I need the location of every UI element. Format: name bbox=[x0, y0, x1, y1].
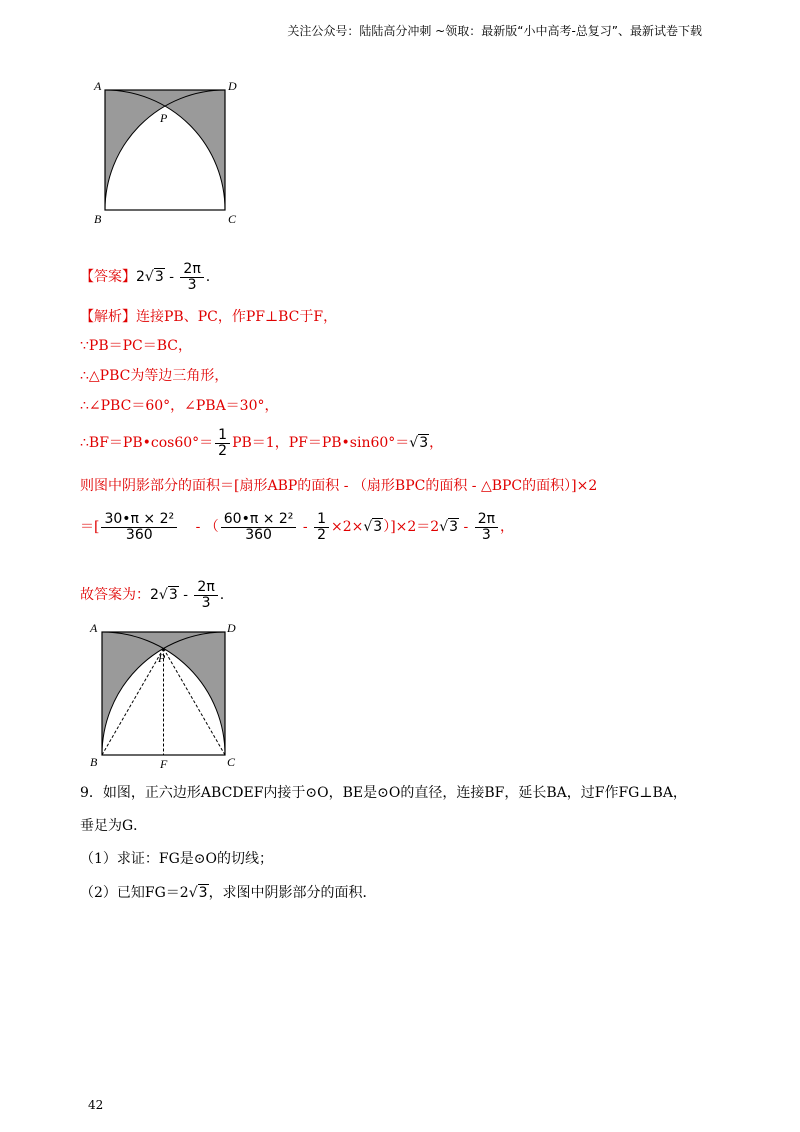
label-B: B bbox=[90, 755, 98, 769]
label-C: C bbox=[227, 755, 236, 769]
analysis-line-3: ∴△PBC为等边三角形， bbox=[80, 368, 229, 384]
analysis-line-7: ＝[ $\frac{\text{30•π × 2²}}{360}$ - （ $\frac{\text{60•π × 2²}}{360}$ - $\frac{1}{2}$ ×2×√3）]×2＝2√3 - $\frac{2\pi}{3}$ ， bbox=[80, 511, 515, 543]
label-A: A bbox=[94, 79, 102, 93]
page-header: 关注公众号：陆陆高分冲刺 ~领取：最新版“小中高考-总复习”、最新试卷下载 bbox=[287, 24, 702, 38]
question-9-stem-1: 9．如图，正六边形ABCDEF内接于⊙O，BE是⊙O的直径，连接BF，延长BA，过F作FG⊥BA， bbox=[80, 785, 687, 801]
analysis-line-1: 【解析】连接PB、PC，作PF⊥BC于F， bbox=[80, 309, 338, 325]
analysis-line-8: 故答案为：2√3 - $\frac{2\pi}{3}$ . bbox=[80, 579, 225, 611]
label-D: D bbox=[228, 79, 237, 93]
label-P: P bbox=[160, 111, 168, 125]
label-D: D bbox=[227, 621, 236, 635]
label-P: P bbox=[158, 651, 166, 665]
question-9-stem-2: 垂足为G． bbox=[80, 818, 148, 834]
label-A: A bbox=[90, 621, 98, 635]
label-B: B bbox=[94, 212, 102, 226]
analysis-line-6: 则图中阴影部分的面积＝[扇形ABP的面积 - （扇形BPC的面积 - △BPC的面积）]×2 bbox=[80, 478, 598, 494]
answer-tag: 【答案】 bbox=[80, 269, 136, 286]
analysis-line-4: ∴∠PBC＝60°，∠PBA＝30°， bbox=[80, 398, 279, 414]
page-number: 42 bbox=[88, 1098, 104, 1112]
question-9-part-1: （1）求证：FG是⊙O的切线； bbox=[80, 851, 274, 867]
figure-square-arcs bbox=[90, 78, 250, 228]
figure-square-arcs-with-triangle bbox=[86, 620, 246, 770]
analysis-line-2: ∵PB＝PC＝BC， bbox=[80, 338, 193, 354]
analysis-line-5: ∴BF＝PB•cos60°＝ $\frac{1}{2}$ PB＝1，PF＝PB•sin60°＝√3， bbox=[80, 427, 444, 459]
label-F: F bbox=[160, 757, 168, 770]
answer-fraction: $\frac{2\pi}{3}$ bbox=[180, 262, 203, 292]
label-C: C bbox=[228, 212, 237, 226]
question-9-part-2: （2）已知FG＝2√3，求图中阴影部分的面积． bbox=[80, 885, 377, 901]
answer-line: 【答案】2√3 - $\frac{2\pi}{3}$ . bbox=[80, 261, 211, 293]
